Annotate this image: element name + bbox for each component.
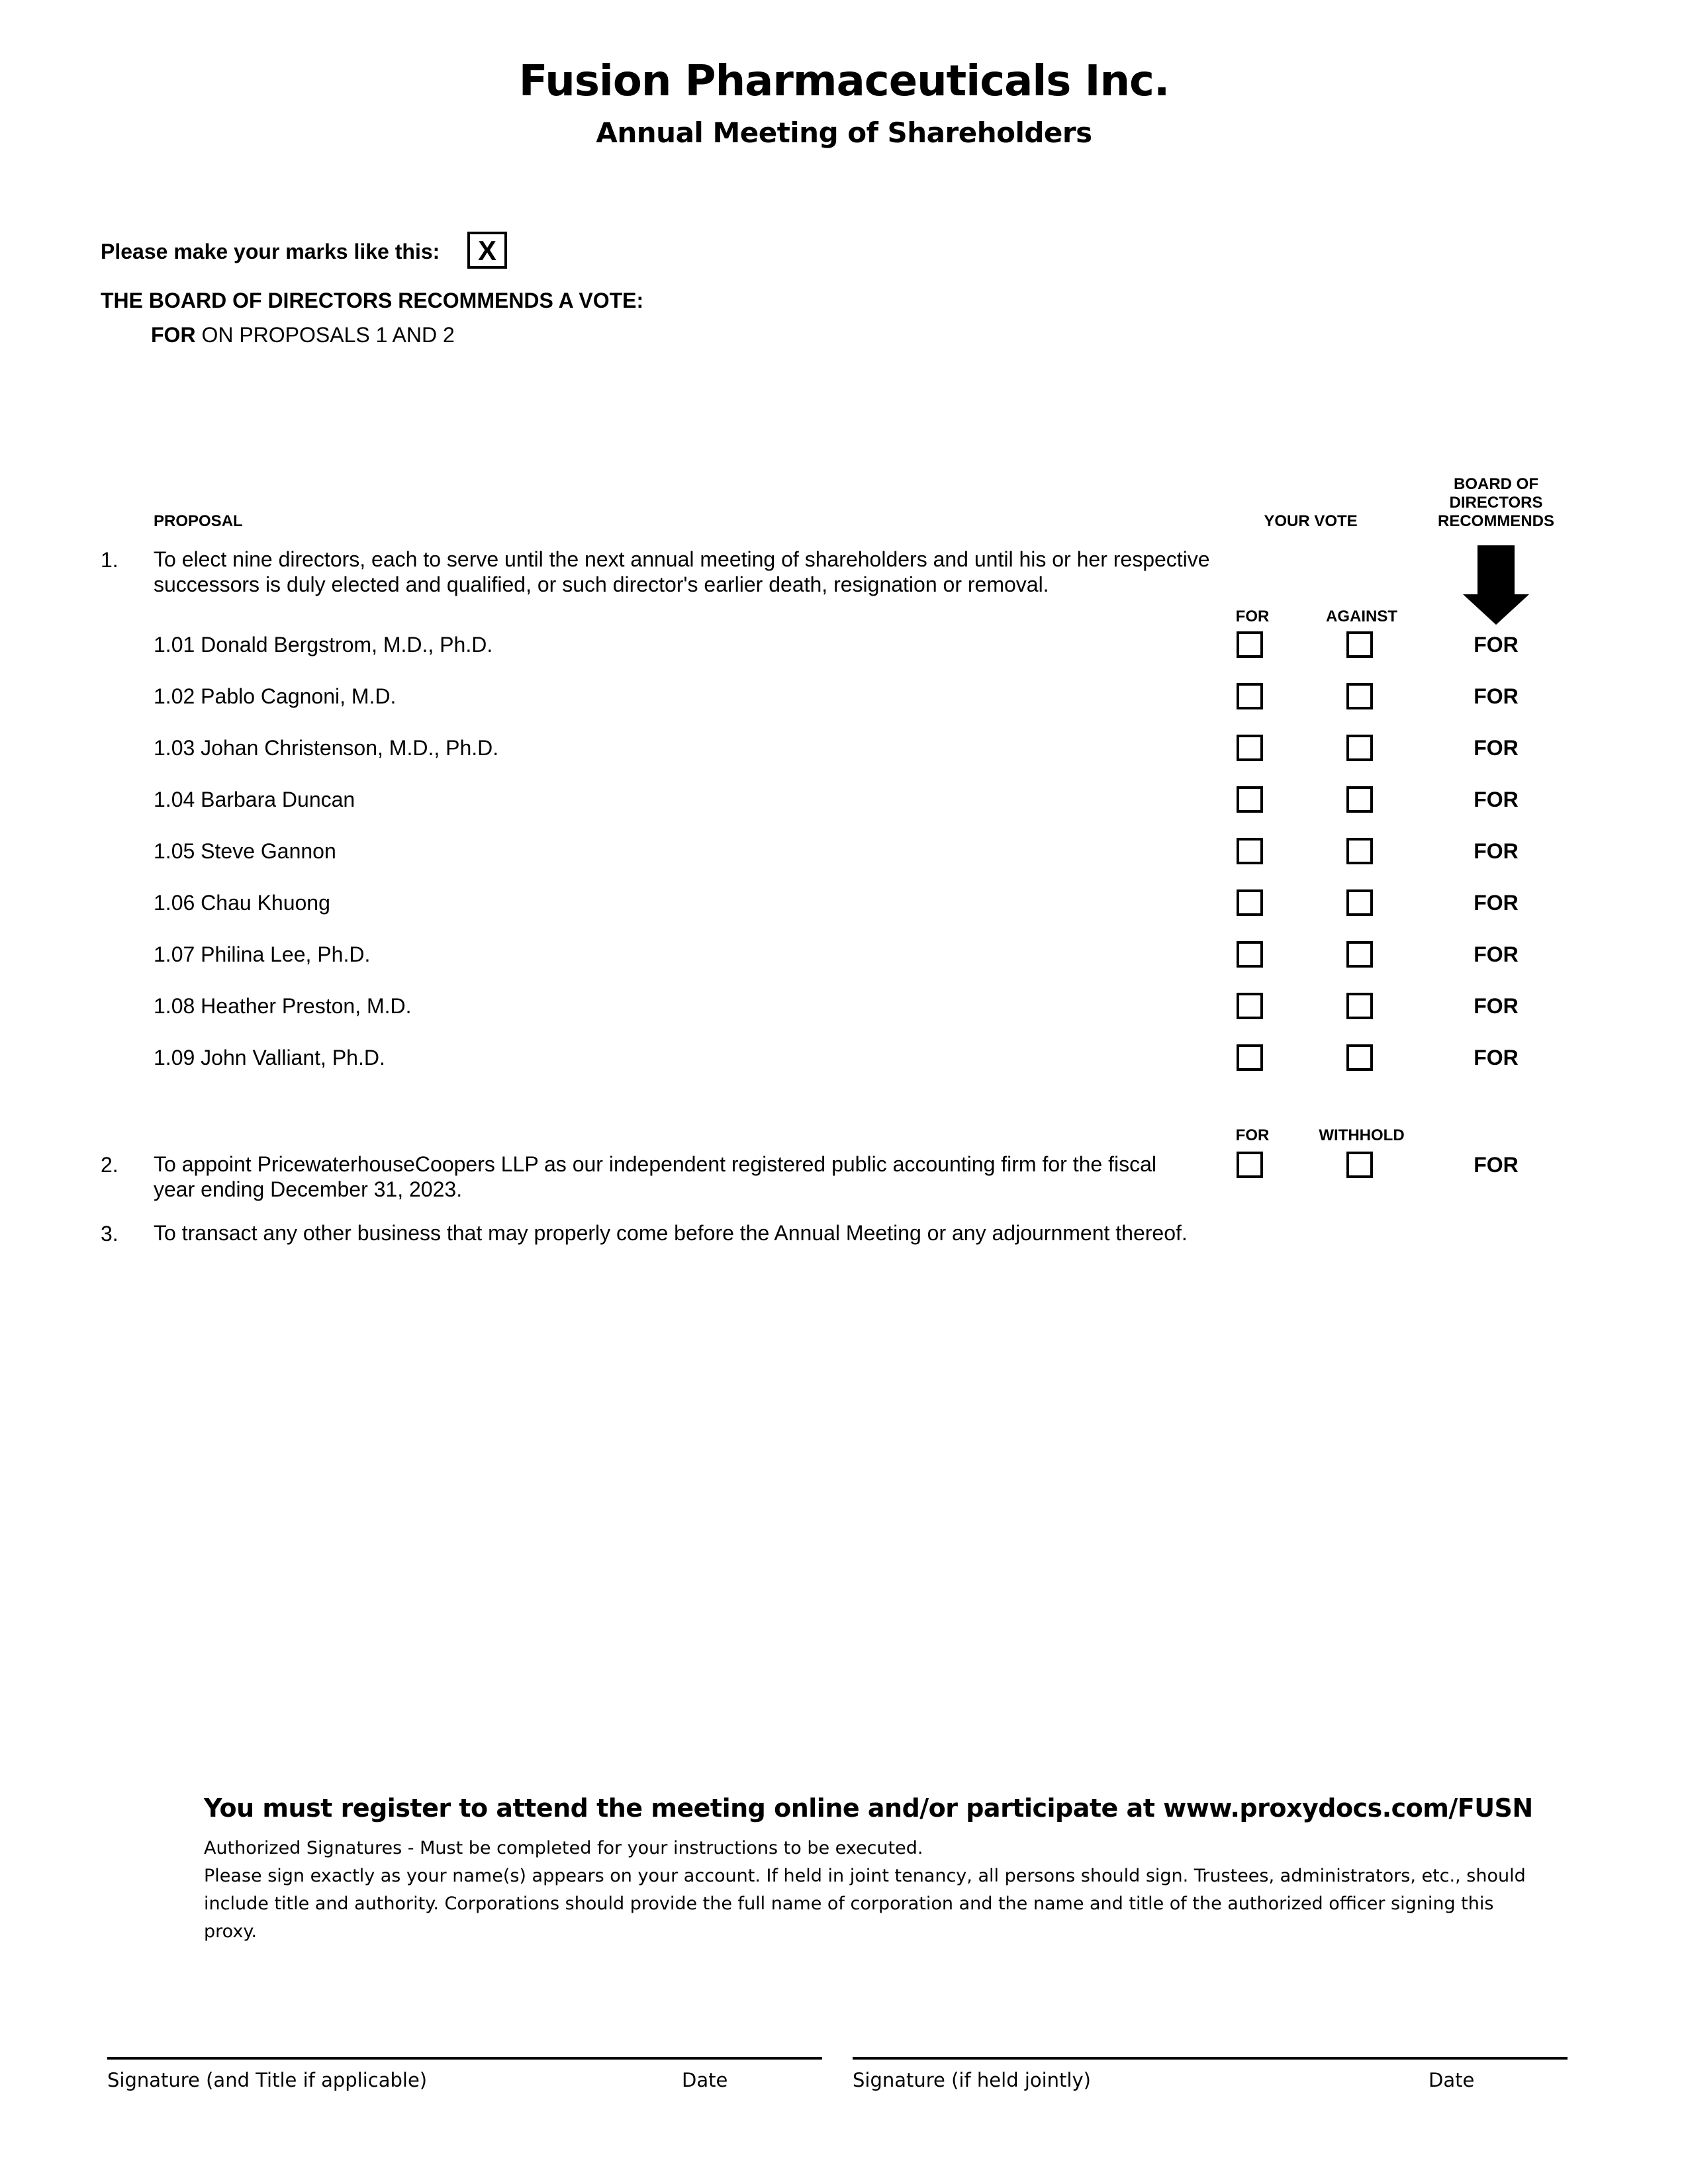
nominee-label: 1.08 Heather Preston, M.D.	[154, 994, 412, 1018]
nominee-board-rec: FOR	[1474, 994, 1519, 1018]
proposal-column-header: PROPOSAL	[154, 512, 243, 530]
proposal-3-text: To transact any other business that may properly come before the Annual Meeting or any adjournment thereof.	[154, 1221, 1188, 1245]
your-vote-column-header: YOUR VOTE	[1264, 512, 1358, 530]
nominee-for-checkbox[interactable]	[1237, 993, 1263, 1019]
nominee-against-checkbox[interactable]	[1346, 993, 1373, 1019]
nominee-for-checkbox[interactable]	[1237, 631, 1263, 658]
nominee-board-rec: FOR	[1474, 736, 1519, 760]
board-recommends-column-header	[1430, 475, 1562, 531]
page-title: Fusion Pharmaceuticals Inc.	[518, 57, 1170, 106]
proposal-2-board-rec: FOR	[1474, 1153, 1519, 1177]
signature-line-1[interactable]	[107, 2057, 822, 2060]
nominee-label: 1.06 Chau Khuong	[154, 891, 330, 915]
nominee-board-rec: FOR	[1474, 942, 1519, 966]
proposal-1-text: To elect nine directors, each to serve until the next annual meeting of shareholders and until his or her respective successors is duly elected and qualified, or such director's earlier death, resignation or removal.	[154, 547, 1210, 596]
nominee-for-checkbox[interactable]	[1237, 735, 1263, 761]
nominee-against-checkbox[interactable]	[1346, 631, 1373, 658]
date-label-1: Date	[682, 2069, 728, 2091]
nominee-against-checkbox[interactable]	[1346, 838, 1373, 864]
nominee-board-rec: FOR	[1474, 633, 1519, 657]
proposal-2-withhold-checkbox[interactable]	[1346, 1152, 1373, 1178]
nominee-board-rec: FOR	[1474, 1046, 1519, 1069]
rec-for-keyword: FOR	[151, 323, 196, 347]
nominee-label: 1.02 Pablo Cagnoni, M.D.	[154, 684, 397, 708]
proposal-1-for-header: FOR	[1235, 608, 1270, 625]
down-arrow-icon	[1463, 545, 1529, 625]
marks-instruction: Please make your marks like this:	[101, 240, 440, 263]
proposal-2-number: 2.	[101, 1153, 118, 1177]
auth-line-1: Authorized Signatures - Must be completed for your instructions to be executed.	[204, 1838, 923, 1858]
proposal-2-text: To appoint PricewaterhouseCoopers LLP as our independent registered public accounting firm for the fiscal year ending December 31, 2023.	[154, 1152, 1156, 1201]
rec-proposals-text: ON PROPOSALS 1 AND 2	[195, 323, 455, 347]
nominee-for-checkbox[interactable]	[1237, 786, 1263, 813]
signature-label: Signature (and Title if applicable)	[107, 2069, 428, 2091]
nominee-against-checkbox[interactable]	[1346, 941, 1373, 968]
board-header-line3: RECOMMENDS	[1437, 512, 1554, 530]
nominee-board-rec: FOR	[1474, 684, 1519, 708]
proposal-1-number: 1.	[101, 548, 118, 572]
nominee-for-checkbox[interactable]	[1237, 683, 1263, 709]
board-recommendation-summary	[151, 323, 455, 347]
nominee-label: 1.09 John Valliant, Ph.D.	[154, 1046, 385, 1069]
joint-signature-label: Signature (if held jointly)	[853, 2069, 1091, 2091]
nominee-against-checkbox[interactable]	[1346, 786, 1373, 813]
nominee-label: 1.03 Johan Christenson, M.D., Ph.D.	[154, 736, 499, 760]
nominee-against-checkbox[interactable]	[1346, 1044, 1373, 1071]
proposal-2-for-header: FOR	[1235, 1126, 1270, 1144]
nominee-label: 1.04 Barbara Duncan	[154, 788, 355, 811]
mark-example-box: X	[467, 232, 507, 269]
board-header-line1: BOARD OF	[1454, 475, 1538, 493]
proposal-1-against-header: AGAINST	[1326, 608, 1397, 625]
nominee-for-checkbox[interactable]	[1237, 889, 1263, 916]
registration-notice: You must register to attend the meeting online and/or participate at www.proxydocs.com/FUSN	[204, 1794, 1533, 1823]
nominee-against-checkbox[interactable]	[1346, 683, 1373, 709]
nominee-label: 1.01 Donald Bergstrom, M.D., Ph.D.	[154, 633, 493, 657]
board-recommendation-heading: THE BOARD OF DIRECTORS RECOMMENDS A VOTE:	[101, 289, 644, 312]
nominee-against-checkbox[interactable]	[1346, 735, 1373, 761]
signature-line-2[interactable]	[853, 2057, 1568, 2060]
proposal-2-for-checkbox[interactable]	[1237, 1152, 1263, 1178]
board-header-line2: DIRECTORS	[1449, 494, 1543, 512]
proposal-2-withhold-header: WITHHOLD	[1319, 1126, 1405, 1144]
auth-line-2: Please sign exactly as your name(s) appears on your account. If held in joint tenancy, all persons should sign. Trustees, administrators, etc., should include title and authority. Corporations should provide the full name of corporation and the name and title of the authorized officer signing this proxy.	[204, 1866, 1526, 1942]
nominee-against-checkbox[interactable]	[1346, 889, 1373, 916]
nominee-board-rec: FOR	[1474, 839, 1519, 863]
nominee-for-checkbox[interactable]	[1237, 838, 1263, 864]
nominee-board-rec: FOR	[1474, 788, 1519, 811]
nominee-for-checkbox[interactable]	[1237, 1044, 1263, 1071]
proposal-3-number: 3.	[101, 1222, 118, 1246]
nominee-label: 1.07 Philina Lee, Ph.D.	[154, 942, 371, 966]
date-label-2: Date	[1429, 2069, 1475, 2091]
page-subtitle: Annual Meeting of Shareholders	[596, 116, 1092, 149]
nominee-label: 1.05 Steve Gannon	[154, 839, 336, 863]
nominee-for-checkbox[interactable]	[1237, 941, 1263, 968]
authorized-signatures-text	[204, 1835, 1528, 1946]
nominee-board-rec: FOR	[1474, 891, 1519, 915]
